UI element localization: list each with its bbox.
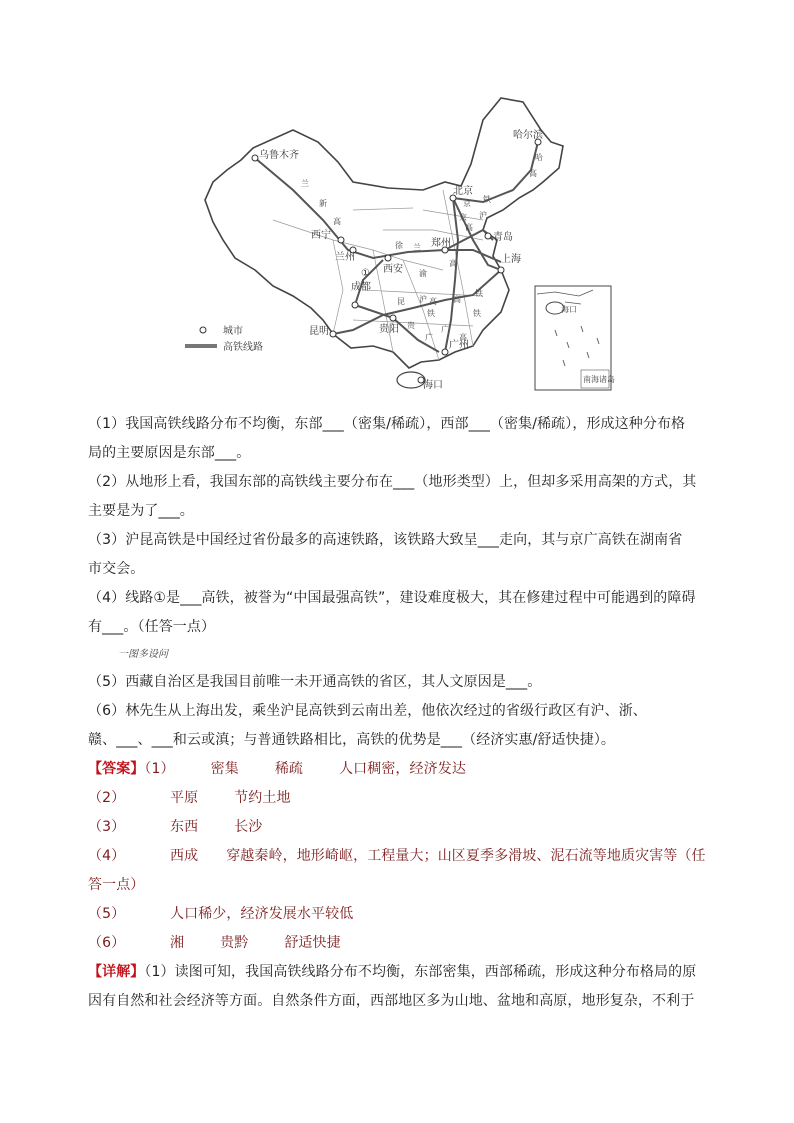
q6-line1: （6）林先生从上海出发，乘坐沪昆高铁到云南出差，他依次经过的省级行政区有沪、浙、 — [88, 703, 647, 719]
label-xian: 西安 — [383, 264, 403, 275]
city-dot-guiyang — [390, 315, 396, 321]
answer-6-v2: 贵黔 — [220, 935, 249, 951]
q3-line2: 市交会。 — [88, 561, 145, 577]
rail-label: 京 — [459, 213, 467, 222]
answer-4-v2: 穿越秦岭，地形崎岖，工程量大；山区夏季多滑坡、泥石流等地质灾害等（任 — [226, 848, 706, 864]
rail-label: 兰 — [301, 179, 309, 188]
city-dot-guangzhou — [442, 349, 448, 355]
q2-line1: （2）从地形上看，我国东部的高铁线主要分布在___（地形类型）上，但却多采用高架的方式，其 — [88, 474, 697, 490]
label-chengdu: 成都 — [351, 282, 371, 293]
rail-hukun — [333, 270, 501, 334]
answer-3-idx: （3） — [88, 819, 126, 835]
rail-label: 哈 — [535, 153, 543, 162]
handwritten-note: 一图多设问 — [118, 649, 168, 660]
answer-1-v2: 稀疏 — [274, 761, 304, 777]
answer-row-3 — [88, 813, 708, 842]
route-1-marker: ① — [361, 268, 370, 279]
rail-label: 高 — [449, 259, 457, 268]
rail-label: 广 — [425, 333, 433, 342]
q1-line1: （1）我国高铁线路分布不均衡，东部___（密集/稀疏），西部___（密集/稀疏），形成这种分布格 — [88, 416, 686, 432]
q6-line2: 赣、___、___和云或滇；与普通铁路相比，高铁的优势是___（经济实惠/舒适快捷）。 — [88, 732, 616, 748]
city-dot-shanghai — [498, 267, 504, 273]
q4-line1: （4）线路①是___高铁，被誉为“中国最强高铁”，建设难度极大，其在修建过程中可能遇到的障碍 — [88, 590, 696, 606]
rail-label: 广 — [441, 325, 449, 334]
answer-1-idx: （1） — [144, 761, 175, 777]
label-xining: 西宁 — [311, 230, 331, 241]
china-high-speed-rail-map — [183, 90, 619, 400]
label-kunming: 昆明 — [309, 326, 329, 337]
label-shanghai: 上海 — [501, 254, 521, 265]
railway-map — [183, 90, 619, 400]
rail-label: 沪 — [479, 211, 487, 220]
answer-6-v1: 湘 — [170, 935, 185, 951]
detail-tag: 【详解】 — [88, 964, 145, 980]
label-guangzhou: 广州 — [449, 340, 469, 351]
q2-line2: 主要是为了___。 — [88, 503, 194, 519]
rail-label: 铁 — [473, 309, 481, 318]
answer-row-6 — [88, 929, 708, 958]
q3-line1: （3）沪昆高铁是中国经过省份最多的高速铁路，该铁路大致呈___走向，其与京广高铁在湖南省 — [88, 532, 683, 548]
answer-3-v2: 长沙 — [234, 819, 263, 835]
legend-city-icon — [200, 327, 206, 333]
answer-tag: 【答案】 — [88, 761, 145, 777]
label-zhengzhou: 郑州 — [431, 238, 451, 249]
answer-4-v1: 西成 — [170, 848, 199, 864]
rail-label: 兰 — [413, 243, 421, 252]
answer-2-idx: （2） — [88, 790, 126, 806]
label-guiyang: 贵阳 — [379, 324, 399, 335]
rail-label: 铁 — [475, 289, 483, 298]
rail-label: 新 — [319, 199, 327, 208]
city-dot-urumqi — [252, 155, 258, 161]
rail-label: 贵 — [407, 321, 415, 330]
answer-row-4-cont — [88, 871, 708, 900]
answer-row-2 — [88, 784, 708, 813]
city-dot-chengdu — [352, 302, 358, 308]
rail-label: 铁 — [483, 195, 491, 204]
rail-label: 渝 — [419, 269, 427, 278]
city-dot-xian — [385, 255, 391, 261]
label-lanzhou: 兰州 — [335, 252, 355, 263]
label-urumqi: 乌鲁木齐 — [259, 150, 299, 161]
answer-row-1 — [88, 755, 708, 784]
label-qingdao: 青岛 — [493, 232, 513, 243]
rail-label: 昆 — [397, 297, 405, 306]
answer-3-v1: 东西 — [170, 819, 199, 835]
city-dot-kunming — [330, 331, 336, 337]
legend-rail-icon — [185, 344, 217, 348]
answer-1-v1: 密集 — [210, 761, 239, 777]
province-boundaries — [273, 190, 483, 360]
answer-1-v3: 人口稠密，经济发达 — [339, 761, 466, 777]
map-legend — [185, 324, 263, 353]
detail-line1: （1）读图可知，我国高铁线路分布不均衡，东部密集，西部稀疏，形成这种分布格局的原 — [144, 964, 697, 980]
rail-label: 高 — [453, 295, 461, 304]
inset-label: 南海诸岛 — [583, 375, 615, 384]
answer-row-4 — [88, 842, 708, 871]
city-dot-xining — [338, 237, 344, 243]
rail-label: 高 — [333, 217, 341, 226]
answer-5-idx: （5） — [88, 906, 126, 922]
rail-label: 沪 — [419, 295, 427, 304]
rail-lanxin — [255, 158, 501, 262]
rail-label: 高 — [429, 297, 437, 306]
answer-6-v3: 舒适快捷 — [284, 935, 341, 951]
city-dot-qingdao — [485, 233, 491, 239]
rail-label: 高 — [529, 169, 537, 178]
question-text — [88, 410, 708, 1016]
rail-line-labels — [301, 152, 543, 342]
legend-city-label: 城市 — [223, 326, 243, 337]
label-beijing: 北京 — [453, 186, 473, 197]
label-haikou: 海口 — [423, 380, 443, 391]
answer-row-5 — [88, 900, 708, 929]
detail-row-1 — [88, 958, 708, 987]
rail-label: 铁 — [427, 309, 435, 318]
rail-label: 高 — [465, 223, 473, 232]
answer-4-idx: （4） — [88, 848, 126, 864]
q1-line2: 局的主要原因是东部___。 — [88, 445, 251, 461]
answer-6-idx: （6） — [88, 935, 126, 951]
answer-2-v2: 节约土地 — [234, 790, 291, 806]
answer-5-v1: 人口稀少，经济发展水平较低 — [170, 906, 354, 922]
q5-line: （5）西藏自治区是我国目前唯一未开通高铁的省区，其人文原因是___。 — [88, 674, 542, 690]
rail-chengyu — [355, 305, 393, 318]
south-china-sea-inset — [535, 286, 615, 390]
answer-4-v3: 答一点） — [88, 877, 145, 893]
q4-line2: 有___。（任答一点） — [88, 619, 216, 635]
answer-2-v1: 平原 — [170, 790, 199, 806]
legend-rail-label: 高铁线路 — [223, 342, 263, 353]
rail-label: 高 — [459, 333, 467, 342]
inset-haikou-label: 海口 — [561, 305, 577, 314]
rail-label: 徐 — [395, 241, 403, 250]
label-harbin: 哈尔滨 — [513, 130, 543, 141]
detail-line2: 因有自然和社会经济等方面。自然条件方面，西部地区多为山地、盆地和高原，地形复杂，不利于 — [88, 993, 695, 1009]
rail-label: 京 — [463, 199, 471, 208]
